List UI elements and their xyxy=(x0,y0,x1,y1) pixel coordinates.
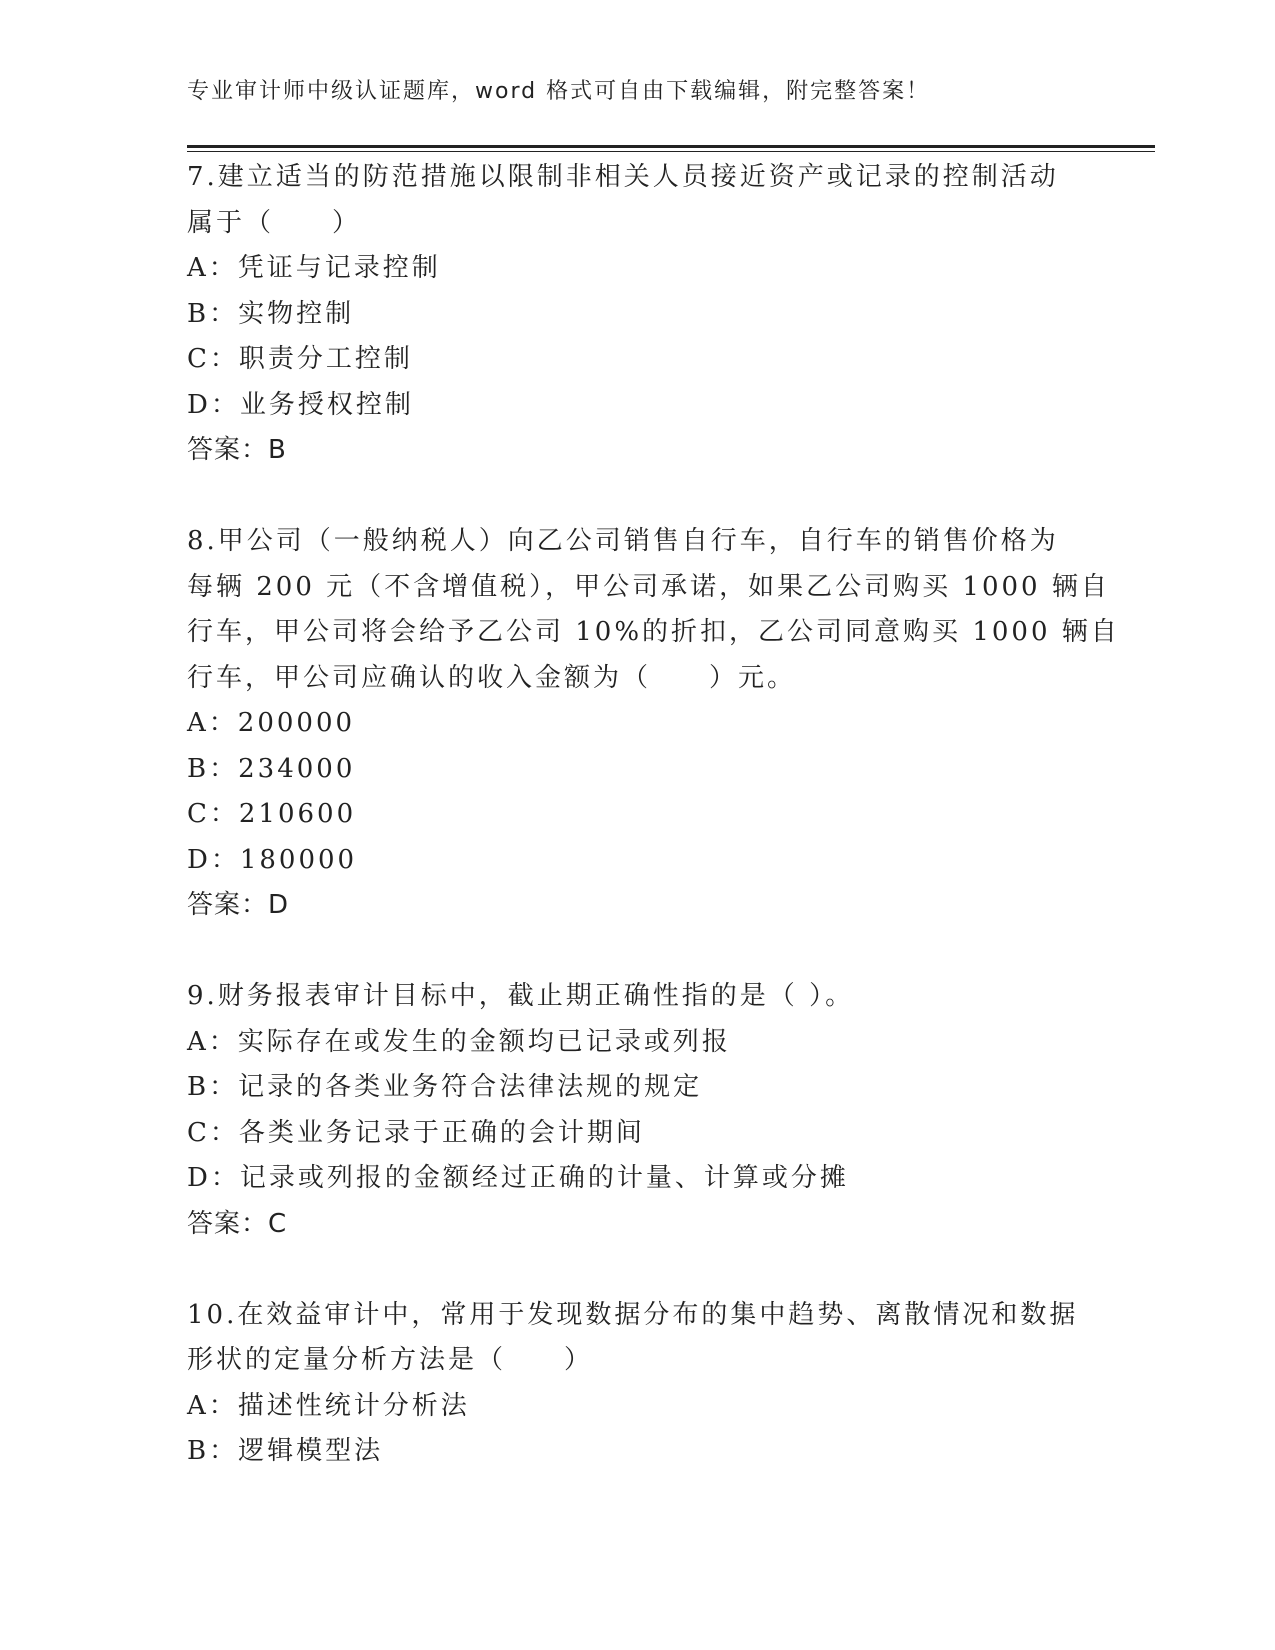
question-7 xyxy=(187,155,1067,474)
page-header: 专业审计师中级认证题库，word 格式可自由下载编辑，附完整答案！ xyxy=(187,79,931,104)
question-stem-line: 行车，甲公司应确认的收入金额为（ ）元。 xyxy=(187,662,797,693)
answer-line: 答案：C xyxy=(187,1208,288,1239)
question-stem-line: 8.甲公司（一般纳税人）向乙公司销售自行车，自行车的销售价格为 xyxy=(187,526,1059,556)
question-stem-line: 9.财务报表审计目标中，截止期正确性指的是（ ）。 xyxy=(187,981,855,1011)
answer-line: 答案：B xyxy=(187,435,287,465)
option-c: C：各类业务记录于正确的会计期间 xyxy=(187,1117,645,1148)
header-rule-thin xyxy=(187,151,1155,152)
option-a: A：200000 xyxy=(187,708,356,738)
question-list xyxy=(187,155,1120,1475)
option-d: D：180000 xyxy=(187,844,358,875)
option-c: C：210600 xyxy=(187,799,357,829)
answer-line: 答案：D xyxy=(187,890,290,920)
option-b: B：234000 xyxy=(187,753,356,784)
question-stem-line: 形状的定量分析方法是（ ） xyxy=(187,1345,594,1375)
option-c: C：职责分工控制 xyxy=(187,344,413,374)
question-9 xyxy=(187,974,1067,1247)
option-b: B：实物控制 xyxy=(187,298,355,329)
question-stem-line: 每辆 200 元（不含增值税），甲公司承诺，如果乙公司购买 1000 辆自 xyxy=(187,571,1110,602)
spacer xyxy=(187,929,1067,975)
option-d: D：记录或列报的金额经过正确的计量、计算或分摊 xyxy=(187,1163,849,1193)
option-b: B：逻辑模型法 xyxy=(187,1436,384,1466)
question-10 xyxy=(187,1293,1079,1475)
option-b: B：记录的各类业务符合法律法规的规定 xyxy=(187,1072,703,1102)
question-8 xyxy=(187,519,1120,929)
spacer xyxy=(187,474,1067,520)
question-stem-line: 属于（ ） xyxy=(187,207,362,238)
question-stem-line: 7.建立适当的防范措施以限制非相关人员接近资产或记录的控制活动 xyxy=(187,162,1059,192)
option-a: A：描述性统计分析法 xyxy=(187,1390,470,1421)
option-a: A：凭证与记录控制 xyxy=(187,253,441,283)
option-d: D：业务授权控制 xyxy=(187,389,414,420)
spacer xyxy=(187,1247,1067,1293)
question-stem-line: 10.在效益审计中，常用于发现数据分布的集中趋势、离散情况和数据 xyxy=(187,1299,1079,1330)
question-stem-line: 行车，甲公司将会给予乙公司 10%的折扣，乙公司同意购买 1000 辆自 xyxy=(187,617,1120,647)
header-rule-thick xyxy=(187,145,1155,148)
option-a: A：实际存在或发生的金额均已记录或列报 xyxy=(187,1026,731,1057)
